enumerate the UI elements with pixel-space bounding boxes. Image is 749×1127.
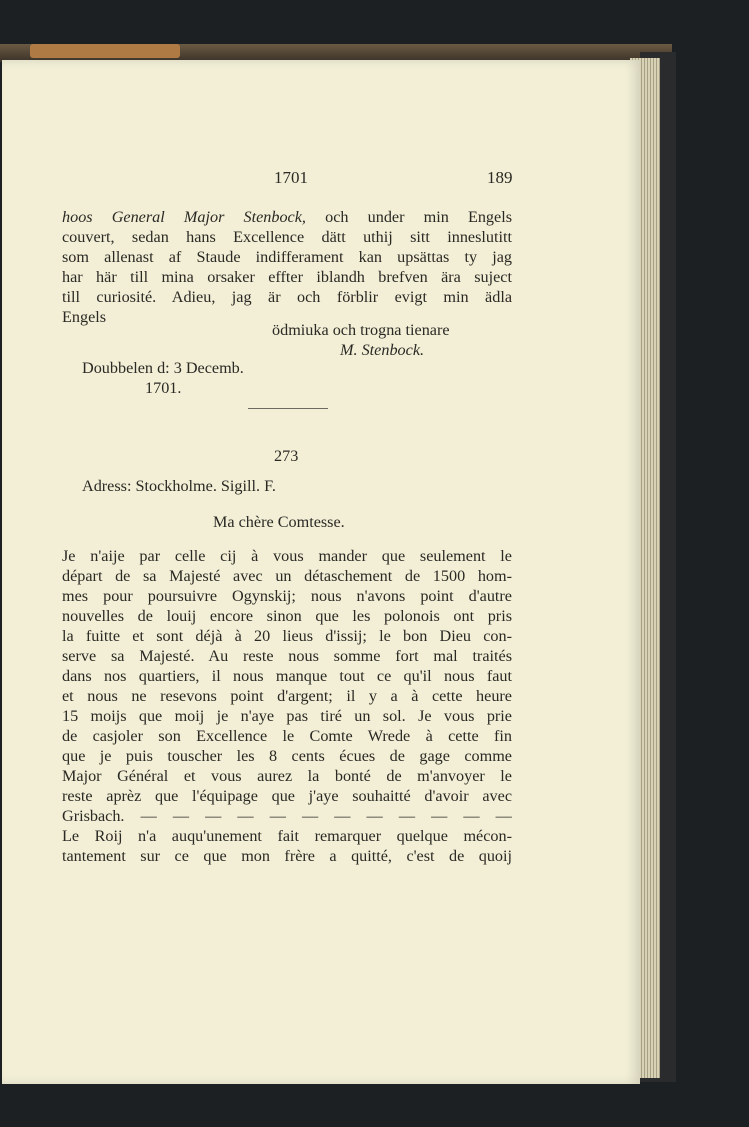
italic-phrase: hoos General Major Stenbock,	[62, 208, 306, 226]
dash: —	[398, 807, 416, 825]
dash: —	[269, 807, 286, 825]
text-line: Major Général et vous aurez la bonté de m'anvoyer le	[62, 767, 512, 785]
dash: —	[431, 807, 448, 825]
signature: M. Stenbock.	[340, 341, 425, 359]
text-line: couvert, sedan hans Excellence dätt uthij sitt inneslutitt	[62, 228, 512, 246]
text-line: som allenast af Staude indifferament kan upsättas ty jag	[62, 248, 512, 266]
text-line: Le Roij n'a auqu'unement fait remarquer quelque mécon-	[62, 827, 512, 845]
letter-number: 273	[274, 447, 299, 465]
ribbon-tab	[30, 44, 180, 58]
text-line: départ de sa Majesté avec un détaschement de 1500 hom-	[62, 567, 512, 585]
dash: —	[495, 807, 512, 825]
running-head-year: 1701	[274, 168, 308, 187]
text-line: tantement sur ce que mon frère a quitté, c'est de quoij	[62, 847, 512, 865]
text-line: har här till mina orsaker effter iblandh brefven ära suject	[62, 268, 512, 286]
address-line: Adress: Stockholme. Sigill. F.	[82, 477, 276, 495]
text-line: la fuitte et sont déjà à 20 lieus d'issij; le bon Dieu con-	[62, 627, 512, 645]
text-line: nouvelles de louij encore sinon que les polonois ont pris	[62, 607, 512, 625]
text-line: reste aprèz que l'équipage que j'aye souhaitté d'avoir avec	[62, 787, 512, 805]
text-line: de casjoler son Excellence le Comte Wrede à cette fin	[62, 727, 512, 745]
dash: —	[205, 807, 222, 825]
page-number: 189	[487, 168, 513, 187]
text-line: dans nos quartiers, il nous manque tout ce qu'il nous faut	[62, 667, 512, 685]
text-line	[62, 207, 512, 227]
dash: —	[301, 807, 319, 825]
text-line: Je n'aije par celle cij à vous mander que seulement le	[62, 547, 512, 565]
letter-272-body	[62, 207, 512, 327]
salutation: Ma chère Comtesse.	[213, 513, 345, 531]
closing-line: ödmiuka och trogna tienare	[272, 321, 450, 339]
dash-line	[62, 806, 512, 826]
text-line: till curiosité. Adieu, jag är och förblir evigt min ädla	[62, 288, 512, 306]
text-line: 15 moijs que moij je n'aye pas tiré un sol. Je vous prie	[62, 707, 512, 725]
dash: —	[140, 807, 157, 825]
dash: —	[366, 807, 383, 825]
dash: —	[172, 807, 190, 825]
text-line: mes pour poursuivre Ogynskij; nous n'avons point d'autre	[62, 587, 512, 605]
text-line: que je puis touscher les 8 cents écues de gage comme	[62, 747, 512, 765]
dash-line-word: Grisbach.	[62, 807, 125, 825]
letter-273-body	[62, 546, 512, 866]
text-line: Engels	[62, 308, 107, 326]
text-span: och under min Engels	[305, 208, 512, 226]
text-line: et nous ne resevons point d'argent; il y a à cette heure	[62, 687, 512, 705]
dash: —	[237, 807, 254, 825]
text-line: serve sa Majesté. Au reste nous somme fort mal traités	[62, 647, 512, 665]
dash: —	[463, 807, 480, 825]
place-date: Doubbelen d: 3 Decemb.	[82, 359, 244, 377]
section-divider	[248, 408, 328, 409]
dash: —	[334, 807, 351, 825]
letter-272-year: 1701.	[145, 379, 182, 397]
